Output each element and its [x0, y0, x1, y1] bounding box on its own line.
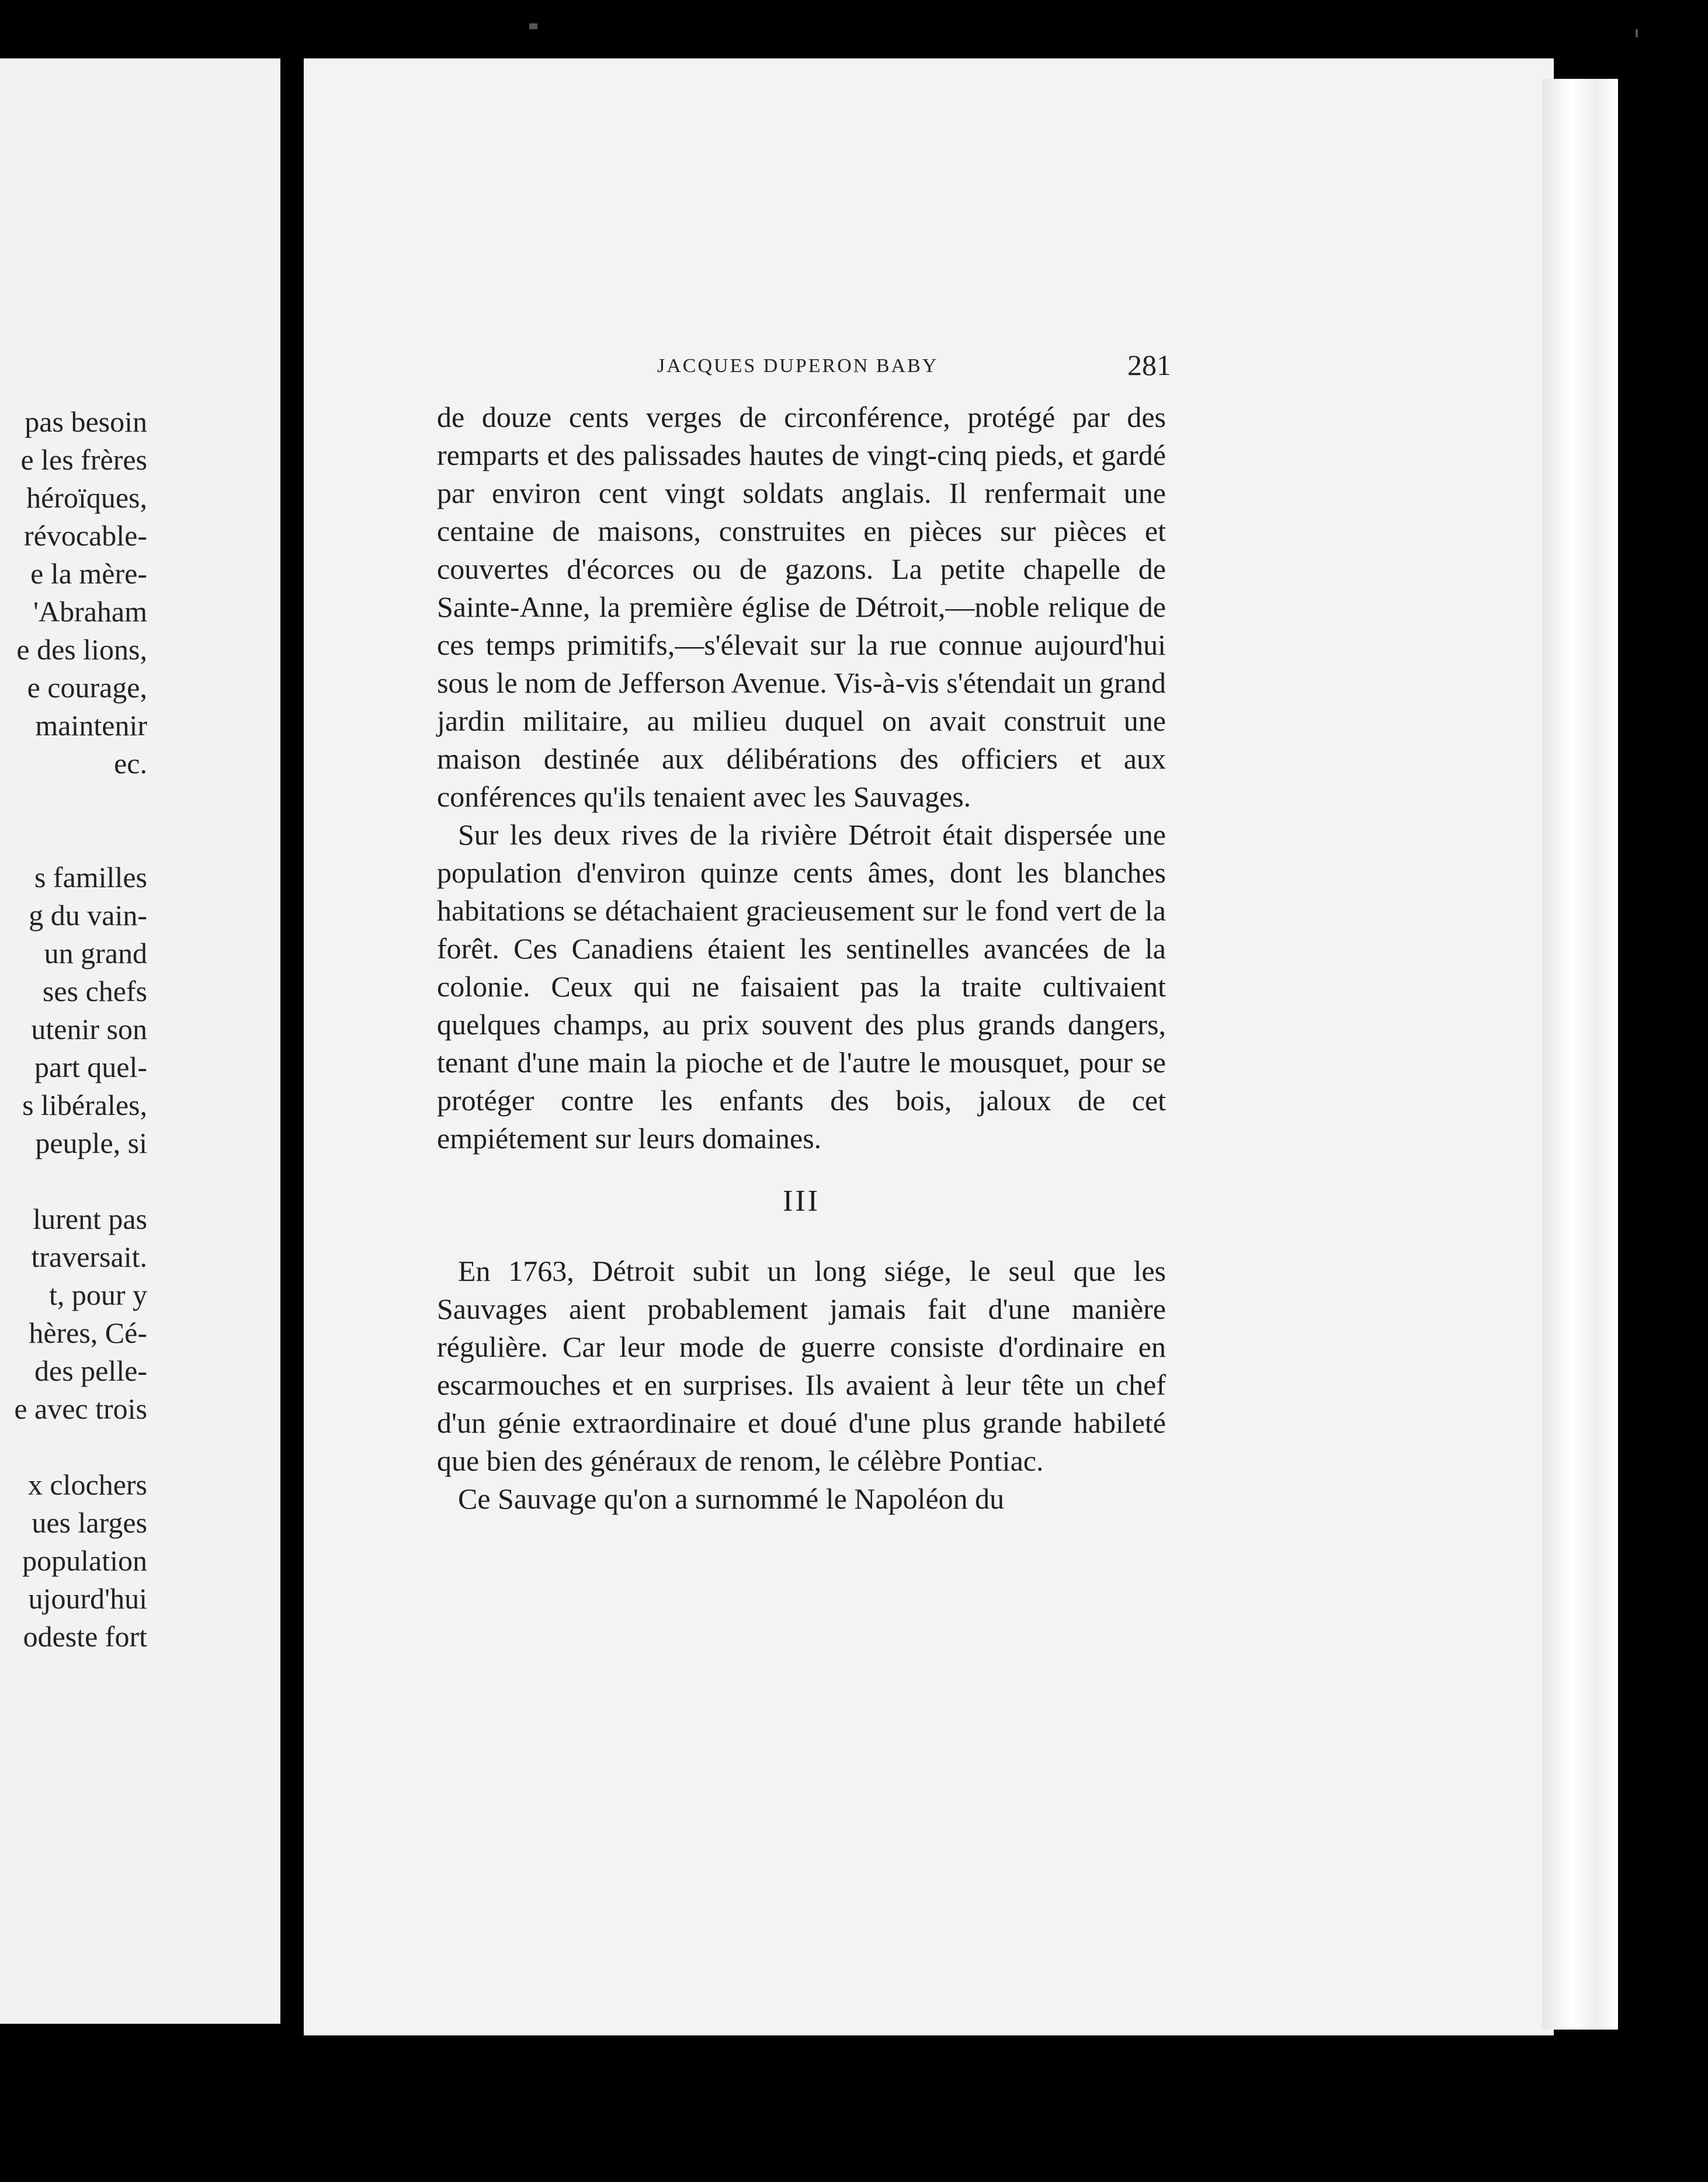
paragraph-2: Sur les deux rives de la rivière Détroit était dispersée une population d'environ quinze cents âmes, dont les blanches habitations se détachaient gracieusement sur le fond vert de la forêt. Ces Canadiens étaient les sentinelles avancées de la colonie. Ceux qui ne faisaient pas la traite cultivaient quelques champs, au prix souvent des plus grands dangers, tenant d'une main la pioche et de l'autre le mousquet, pour se protéger contre les enfants des bois, jaloux de cet empiétement sur leurs domaines.: [437, 818, 1166, 1155]
running-title: JACQUES DUPERON BABY: [657, 355, 939, 377]
left-page-line: ec.: [114, 747, 147, 780]
left-page-line: 'Abraham: [33, 595, 147, 628]
left-page-line: ues larges: [32, 1506, 147, 1539]
left-page-line: e les frères: [20, 443, 147, 476]
section-heading: III: [783, 1184, 820, 1218]
left-page-fragment: [0, 58, 280, 2024]
paragraph-1: de douze cents verges de circonférence, protégé par des remparts et des palissades hautes de vingt-cinq pieds, et gardé par environ cent vingt soldats anglais. Il renfermait une centaine de maisons, construites en pièces sur pièces et couvertes d'écorces ou de gazons. La petite chapelle de Sainte-Anne, la première église de Détroit,—noble relique de ces temps primitifs,—s'élevait sur la rue connue aujourd'hui sous le nom de Jefferson Avenue. Vis-à-vis s'étendait un grand jardin militaire, au milieu duquel on avait construit une maison destinée aux délibérations des officiers et aux conférences qu'ils tenaient avec les Sauvages.: [437, 401, 1166, 813]
left-page-line: traversait.: [31, 1241, 147, 1273]
left-page-line: hères, Cé-: [29, 1316, 147, 1349]
left-page-line: g du vain-: [29, 899, 147, 932]
left-page-line: ses chefs: [42, 975, 147, 1007]
left-page-line: révocable-: [24, 519, 147, 552]
left-page-spacer: [0, 1428, 147, 1466]
left-page-line: x clochers: [27, 1468, 147, 1501]
page-number: 281: [1127, 349, 1171, 381]
left-page-line: peuple, si: [35, 1127, 147, 1159]
left-page-line: ujourd'hui: [28, 1582, 147, 1615]
left-page-line: e des lions,: [16, 633, 147, 666]
left-page-line: e la mère-: [30, 557, 147, 590]
left-page-text: [0, 403, 147, 1656]
left-page-line: lurent pas: [33, 1203, 147, 1235]
left-page-line: e avec trois: [14, 1392, 147, 1425]
left-page-spacer: [0, 1162, 147, 1200]
left-page-line: t, pour y: [48, 1278, 147, 1311]
left-page-line: des pelle-: [34, 1354, 147, 1387]
paragraph-3: En 1763, Détroit subit un long siége, le seul que les Sauvages aient probablement jamais fait d'une manière régulière. Car leur mode de guerre consiste d'ordinaire en escarmouches et en surprises. Ils avaient à leur tête un chef d'un génie extraordinaire et doué d'une plus grande habileté que bien des généraux de renom, le célèbre Pontiac.: [437, 1255, 1166, 1477]
scan-mark: [529, 23, 537, 29]
left-page-line: part quel-: [34, 1051, 147, 1083]
left-page-line: odeste fort: [23, 1620, 147, 1653]
page-edge: [1542, 79, 1618, 2030]
body-text: [437, 398, 1166, 1518]
left-page-line: s libérales,: [22, 1089, 147, 1121]
left-page-line: population: [22, 1544, 147, 1577]
book-gutter: [280, 47, 304, 2032]
scan-mark: [1636, 29, 1638, 37]
left-page-line: maintenir: [35, 709, 147, 742]
left-page-line: e courage,: [27, 671, 147, 704]
left-page-line: pas besoin: [25, 405, 147, 438]
left-page-line: s familles: [34, 861, 147, 894]
left-page-spacer: [0, 783, 147, 859]
left-page-line: un grand: [44, 937, 147, 970]
paragraph-4: Ce Sauvage qu'on a surnommé le Napoléon du: [458, 1482, 1005, 1515]
left-page-line: utenir son: [31, 1013, 147, 1045]
left-page-line: héroïques,: [26, 481, 147, 514]
